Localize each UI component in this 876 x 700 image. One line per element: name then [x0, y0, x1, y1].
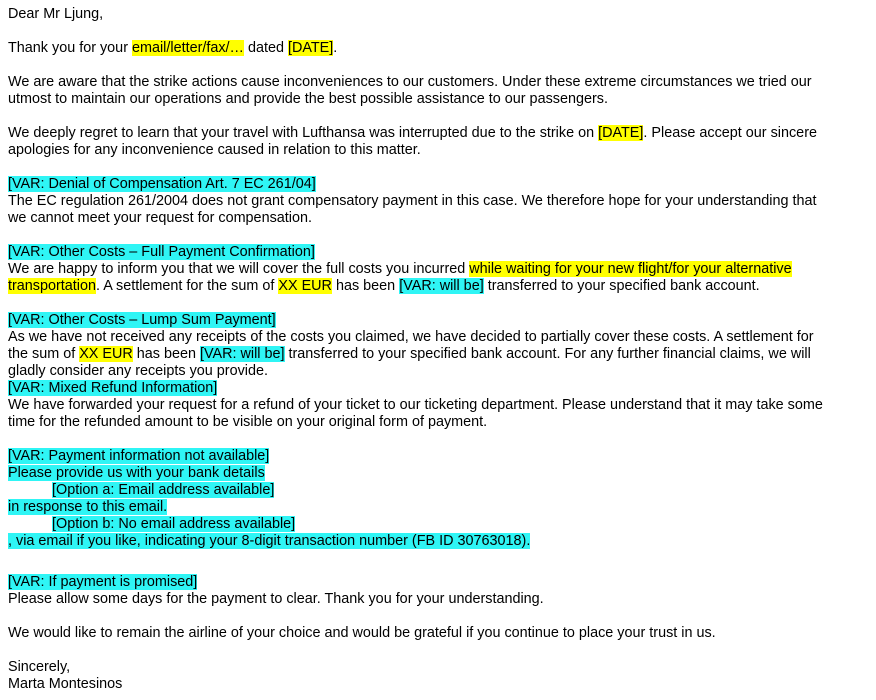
full-payment-text: We are happy to inform you that we will cover the full costs you incurred	[8, 261, 470, 277]
var-tag: [VAR: If payment is promised]	[8, 574, 198, 590]
var-tag-mixed-refund	[8, 380, 868, 397]
date-placeholder: [DATE]	[598, 125, 644, 141]
var-will-be: [VAR: will be]	[200, 346, 285, 362]
option-b-line	[52, 516, 868, 533]
full-payment-line	[8, 278, 868, 295]
channel-placeholder: email/letter/fax/…	[131, 40, 244, 56]
signature: Marta Montesinos	[8, 676, 123, 692]
option-b-text: , via email if you like, indicating your 8-digit transaction number (FB ID 30763018).	[8, 533, 531, 549]
option-a-line	[52, 482, 868, 499]
payment-info-line	[8, 465, 868, 482]
option-b-text-line	[8, 533, 868, 550]
thanks-text: .	[333, 40, 338, 56]
thanks-text: dated	[243, 40, 288, 56]
var-tag: [VAR: Other Costs – Full Payment Confirmation]	[8, 244, 315, 260]
thanks-line	[8, 40, 868, 57]
var-will-be: [VAR: will be]	[399, 278, 484, 294]
var-tag-payment-info	[8, 448, 868, 465]
transport-placeholder: while waiting for your new flight/for your alternative	[469, 261, 792, 277]
full-payment-text: . A settlement for the sum of	[96, 278, 279, 294]
var-tag: [VAR: Other Costs – Lump Sum Payment]	[8, 312, 276, 328]
aware-line: We are aware that the strike actions cause inconveniences to our customers. Under these extreme circumstances we tried our	[8, 74, 812, 90]
option-b-tag: [Option b: No email address available]	[52, 516, 296, 532]
amount-placeholder: XX EUR	[278, 278, 332, 294]
lump-sum-text: the sum of	[8, 346, 80, 362]
option-a-tag: [Option a: Email address available]	[52, 482, 275, 498]
amount-placeholder: XX EUR	[79, 346, 133, 362]
full-payment-text: has been	[331, 278, 400, 294]
var-tag-denial	[8, 176, 868, 193]
salutation: Dear Mr Ljung,	[8, 6, 104, 22]
mixed-refund-line: time for the refunded amount to be visible on your original form of payment.	[8, 414, 488, 430]
mixed-refund-line: We have forwarded your request for a refund of your ticket to our ticketing department. Please understand that it may take some	[8, 397, 823, 413]
promised-line: Please allow some days for the payment to clear. Thank you for your understanding.	[8, 591, 544, 607]
full-payment-line	[8, 261, 868, 278]
regret-text: We deeply regret to learn that your travel with Lufthansa was interrupted due to the strike on	[8, 125, 599, 141]
var-tag-lump-sum	[8, 312, 868, 329]
lump-sum-text: transferred to your specified bank account. For any further financial claims, we will	[284, 346, 811, 362]
regret-text: . Please accept our sincere	[643, 125, 817, 141]
thanks-text: Thank you for your	[8, 40, 132, 56]
signoff: Sincerely,	[8, 659, 71, 675]
denial-line: we cannot meet your request for compensation.	[8, 210, 312, 226]
closing-paragraph: We would like to remain the airline of your choice and would be grateful if you continue to place your trust in us.	[8, 625, 716, 641]
date-placeholder: [DATE]	[287, 40, 334, 56]
regret-line: apologies for any inconvenience caused in relation to this matter.	[8, 142, 421, 158]
var-tag-promised	[8, 574, 868, 591]
lump-sum-line: As we have not received any receipts of the costs you claimed, we have decided to partially cover these costs. A settlement for	[8, 329, 814, 345]
denial-line: The EC regulation 261/2004 does not grant compensatory payment in this case. We therefore hope for your understanding that	[8, 193, 817, 209]
full-payment-text: transferred to your specified bank account.	[483, 278, 760, 294]
var-tag-full-payment	[8, 244, 868, 261]
var-tag: [VAR: Denial of Compensation Art. 7 EC 261/04]	[8, 176, 316, 192]
var-tag: [VAR: Payment information not available]	[8, 448, 270, 464]
lump-sum-text: has been	[132, 346, 200, 362]
lump-sum-line: gladly consider any receipts you provide.	[8, 363, 268, 379]
transport-placeholder: transportation	[8, 278, 96, 294]
aware-line: utmost to maintain our operations and provide the best possible assistance to our passengers.	[8, 91, 608, 107]
option-a-text: in response to this email.	[8, 499, 168, 515]
option-a-text-line	[8, 499, 868, 516]
regret-line	[8, 125, 868, 142]
lump-sum-line	[8, 346, 868, 363]
payment-info-text: Please provide us with your bank details	[8, 465, 265, 481]
var-tag: [VAR: Mixed Refund Information]	[8, 380, 218, 396]
